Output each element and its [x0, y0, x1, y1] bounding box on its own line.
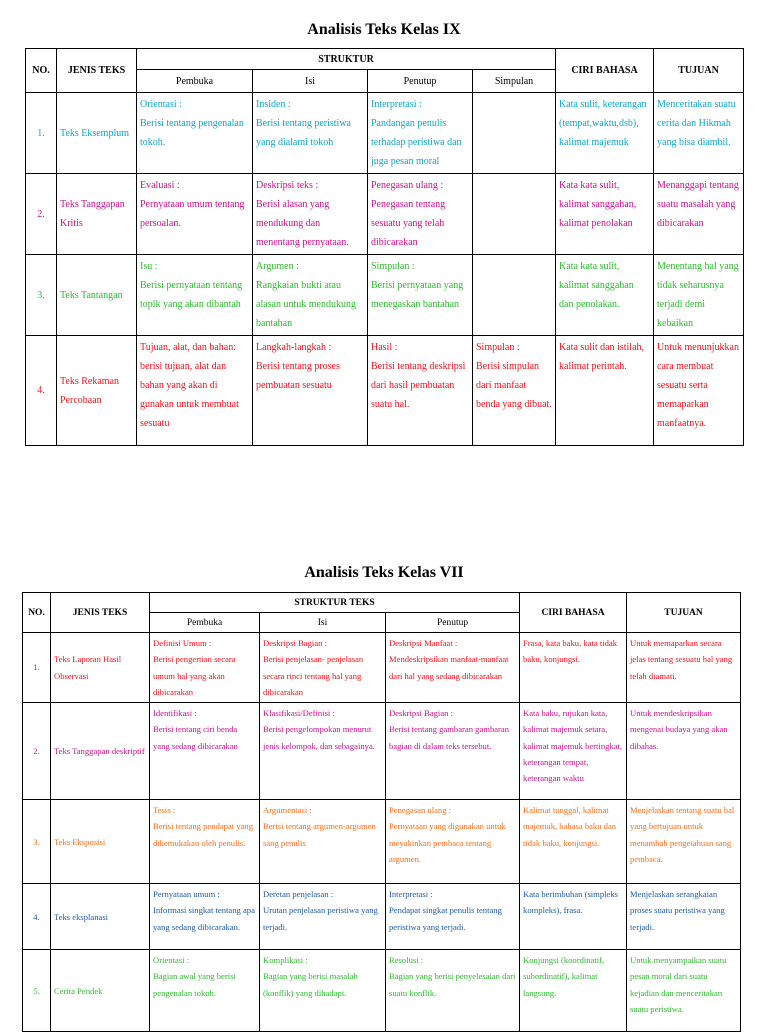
header-ciri-bahasa: CIRI BAHASA — [556, 49, 654, 93]
cell-text: Langkah-langkah : Berisi tentang proses pembuatan sesuatu — [256, 342, 340, 391]
cell-text: Teks Eksposisi — [54, 836, 106, 847]
table-row — [23, 800, 741, 884]
cell-jenis — [57, 255, 137, 336]
cell-pembuka — [150, 703, 260, 800]
cell-text: Teks Eksemplum — [60, 127, 130, 139]
table-kelas-ix — [25, 48, 744, 446]
cell-isi — [253, 336, 368, 446]
header-penutup: Penutup — [368, 70, 473, 93]
cell-penutup — [386, 950, 520, 1032]
cell-text: 5. — [33, 985, 40, 996]
cell-simpulan — [473, 174, 556, 255]
page-title-kelas-ix: Analisis Teks Kelas IX — [307, 21, 461, 38]
cell-text: Teks Rekaman Percobaan — [60, 375, 120, 406]
cell-penutup — [368, 336, 473, 446]
cell-pembuka — [150, 950, 260, 1032]
cell-text: Untuk memaparkan secara jelas tentang sesuatu hal yang telah diamati. — [630, 638, 733, 681]
cell-tujuan — [627, 800, 741, 884]
cell-text: Penegasan ulang : Penegasan tentang sesuatu yang telah dibicarakan — [371, 180, 446, 248]
cell-text: Insiden : Berisi tentang peristiwa yang dialami tokoh — [256, 99, 351, 148]
cell-isi — [253, 93, 368, 174]
cell-text: Interpretasi : Pendapat singkat penulis tentang peristiwa yang terjadi. — [389, 889, 502, 932]
cell-jenis — [51, 884, 150, 950]
cell-isi — [260, 800, 386, 884]
header-no: NO. — [26, 49, 57, 93]
cell-tujuan — [654, 336, 744, 446]
header-jenis-teks: JENIS TEKS — [57, 49, 137, 93]
cell-jenis — [57, 93, 137, 174]
cell-penutup — [368, 174, 473, 255]
cell-text: 4. — [33, 911, 40, 922]
cell-text: Orientasi : Bagian awal yang berisi pengenalan tokoh. — [153, 955, 236, 998]
cell-text: Klasifikasi/Definisi : Berisi pengelompokan menurut jenis kelompok, dan sebagainya. — [263, 708, 375, 751]
cell-simpulan — [473, 93, 556, 174]
cell-tujuan — [627, 703, 741, 800]
cell-text: Definisi Umum : Berisi pengertian secara umum hal yang akan dibicarakan — [153, 638, 236, 697]
table-row — [23, 703, 741, 800]
header-struktur-teks: STRUKTUR TEKS — [150, 593, 520, 613]
table-row — [26, 255, 744, 336]
cell-no — [23, 884, 51, 950]
cell-text: Interpretasi : Pandangan penulis terhadap peristiwa dan juga pesan moral — [371, 99, 462, 167]
cell-text: Resolusi : Bagian yang berisi penyelesaian dari suatu konflik. — [389, 955, 516, 998]
cell-text: Menanggapi tentang suatu masalah yang dibicarakan — [657, 180, 739, 229]
cell-ciri — [556, 174, 654, 255]
cell-isi — [253, 174, 368, 255]
cell-penutup — [386, 800, 520, 884]
cell-pembuka — [137, 255, 253, 336]
cell-text: Argumentasi : Berisi tentang argumen-argumen sang penulis — [263, 805, 376, 848]
cell-text: Menjelaskan tentang suatu hal yang bertujuan untuk menambah pengetahuan sang pembaca. — [630, 805, 735, 865]
cell-text: 2. — [37, 208, 45, 220]
cell-penutup — [386, 633, 520, 703]
cell-isi — [253, 255, 368, 336]
cell-text: Teks Tanggapan deskriptif — [54, 746, 145, 757]
cell-tujuan — [627, 633, 741, 703]
cell-pembuka — [137, 93, 253, 174]
header-jenis-teks: JENIS TEKS — [51, 593, 150, 633]
cell-text: Deskripsi Manfaat : Mendeskripsikan manfaat-manfaat dari hal yang sedang dibicarakan — [389, 638, 509, 681]
cell-text: Kata kata sulit, kalimat sanggahan, kalimat penolakan — [559, 180, 637, 229]
cell-no — [23, 703, 51, 800]
header-simpulan: Simpulan — [473, 70, 556, 93]
cell-text: Pernyataan umum : Informasi singkat tentang apa yang sedang dibicarakan. — [153, 889, 255, 932]
header-isi: Isi — [253, 70, 368, 93]
header-pembuka: Pembuka — [150, 613, 260, 633]
cell-text: 3. — [33, 836, 40, 847]
cell-simpulan — [473, 255, 556, 336]
cell-penutup — [386, 884, 520, 950]
cell-text: Menceritakan suatu cerita dan Hikmah yang bisa diambil. — [657, 99, 736, 148]
header-no: NO. — [23, 593, 51, 633]
cell-pembuka — [137, 174, 253, 255]
cell-text: Kata baku, rujukan kata, kalimat majemuk setara, kalimat majemuk bertingkat, keterangan tempat, keterangan waktu — [523, 708, 623, 784]
cell-penutup — [386, 703, 520, 800]
cell-text: Cerita Pendek — [54, 985, 103, 996]
table-kelas-vii — [22, 592, 741, 1032]
cell-text: Teks Tanggapan Kritis — [60, 199, 125, 229]
cell-no — [26, 93, 57, 174]
header-pembuka: Pembuka — [137, 70, 253, 93]
cell-ciri — [556, 336, 654, 446]
cell-jenis — [51, 633, 150, 703]
cell-ciri — [520, 703, 627, 800]
cell-text: Deretan penjelasan : Urutan penjelasan peristiwa yang terjadi. — [263, 889, 378, 932]
cell-text: Deskripsi Bagian : Berisi penjelasan- penjelasan secara rinci tentang hal yang dibicarakan — [263, 638, 364, 697]
cell-jenis — [51, 703, 150, 800]
cell-text: Identifikasi : Berisi tentang ciri benda yang sedang dibicarakan — [153, 708, 238, 751]
cell-jenis — [57, 174, 137, 255]
cell-text: Deskripsi Bagian : Berisi tentang gambaran gambaran bagian di dalam teks tersebut. — [389, 708, 510, 751]
cell-text: Argumen : Rangkaian bukti atau alasan untuk mendukung bantahan — [256, 261, 356, 329]
cell-text: Penegasan ulang : Pernyataan yang digunakan untuk meyakinkan pembaca tentang argumen. — [389, 805, 506, 865]
cell-penutup — [368, 255, 473, 336]
cell-text: Orientasi : Berisi tentang pengenalan tokoh. — [140, 99, 244, 148]
cell-text: 4. — [37, 385, 45, 396]
cell-text: 1. — [33, 662, 40, 673]
cell-text: Evaluasi : Pernyataan umum tentang persoalan. — [140, 180, 245, 229]
cell-jenis — [51, 950, 150, 1032]
cell-text: Tesis : Berisi tentang pendapat yang dikemukakan oleh penulis. — [153, 805, 253, 848]
cell-ciri — [556, 93, 654, 174]
cell-text: 3. — [37, 289, 45, 301]
cell-no — [26, 336, 57, 446]
table-row — [26, 93, 744, 174]
cell-pembuka — [137, 336, 253, 446]
header-ciri-bahasa: CIRI BAHASA — [520, 593, 627, 633]
header-tujuan: TUJUAN — [654, 49, 744, 93]
cell-text: Deskripsi teks : Berisi alasan yang mendukung dan menentang pernyataan. — [256, 180, 349, 248]
cell-text: Teks Tantangan — [60, 289, 123, 301]
cell-tujuan — [654, 255, 744, 336]
cell-text: Kata sulit, keterangan (tempat,waktu,dsb), kalimat majemuk — [559, 99, 647, 148]
cell-text: 2. — [33, 746, 40, 757]
cell-simpulan — [473, 336, 556, 446]
cell-text: Tujuan, alat, dan bahan: berisi tujuan, alat dan bahan yang akan di gunakan untuk membuat sesuatu — [140, 342, 239, 429]
cell-text: Frasa, kata baku, kata tidak baku, konjungsi. — [523, 638, 618, 665]
cell-text: Menentang hal yang tidak seharusnya terjadi demi kebaikan — [657, 261, 739, 329]
cell-text: Kata sulit dan istilah, kalimat perintah. — [559, 342, 645, 372]
cell-text: Komplikasi : Bagian yang berisi masalah (konflik) yang dihadapi. — [263, 955, 358, 998]
cell-text: Kalimat tunggal, kalimat majemuk, bahasa baku dan tidak baku, konjungsi. — [523, 805, 617, 848]
cell-tujuan — [654, 174, 744, 255]
cell-text: Teks Laporan Hasil Observasi — [54, 654, 122, 681]
cell-pembuka — [150, 884, 260, 950]
cell-pembuka — [150, 800, 260, 884]
cell-text: Teks eksplanasi — [54, 911, 109, 922]
cell-penutup — [368, 93, 473, 174]
cell-ciri — [556, 255, 654, 336]
page-title-kelas-vii: Analisis Teks Kelas VII — [304, 564, 464, 581]
cell-no — [23, 633, 51, 703]
cell-text: Kata kata sulit, kalimat sanggahan dan penolakan. — [559, 261, 634, 310]
cell-no — [26, 174, 57, 255]
cell-no — [23, 800, 51, 884]
table-row — [26, 174, 744, 255]
header-struktur: STRUKTUR — [137, 49, 556, 70]
cell-text: Simpulan : Berisi pernyataan yang menegaskan bantahan — [371, 261, 464, 310]
cell-text: Kata berimbuhan (simpleks kompleks), frasa. — [523, 889, 619, 916]
cell-ciri — [520, 950, 627, 1032]
cell-tujuan — [627, 884, 741, 950]
table-row — [23, 950, 741, 1032]
cell-text: Untuk mendeskripsikan mengenai budaya yang akan dibahas. — [630, 708, 728, 751]
cell-text: Menjelaskan serangkaian proses suatu peristiwa yang terjadi. — [630, 889, 725, 932]
cell-text: Untuk menunjukkan cara membuat sesuatu serta memaparkan manfaatnya. — [657, 342, 739, 429]
cell-jenis — [51, 800, 150, 884]
table-row — [23, 884, 741, 950]
cell-isi — [260, 633, 386, 703]
cell-isi — [260, 950, 386, 1032]
header-penutup: Penutup — [386, 613, 520, 633]
cell-ciri — [520, 633, 627, 703]
cell-text: Konjungsi (koordinatif, subordinatif), kalimat langsung. — [523, 955, 605, 998]
cell-text: Simpulan : Berisi simpulan dari manfaat benda yang dibuat. — [476, 342, 552, 410]
cell-jenis — [57, 336, 137, 446]
header-tujuan: TUJUAN — [627, 593, 741, 633]
table-row — [23, 633, 741, 703]
cell-isi — [260, 884, 386, 950]
cell-ciri — [520, 884, 627, 950]
cell-no — [23, 950, 51, 1032]
cell-tujuan — [654, 93, 744, 174]
cell-pembuka — [150, 633, 260, 703]
cell-no — [26, 255, 57, 336]
cell-isi — [260, 703, 386, 800]
cell-ciri — [520, 800, 627, 884]
cell-text: 1. — [37, 127, 45, 139]
cell-text: Isu : Berisi pernyataan tentang topik yang akan dibantah — [140, 261, 243, 310]
cell-tujuan — [627, 950, 741, 1032]
cell-text: Untuk menyampaikan suatu pesan moral dari suatu kejadian dan menceritakan suatu peristiwa. — [630, 955, 727, 1015]
header-isi: Isi — [260, 613, 386, 633]
cell-text: Hasil : Berisi tentang deskripsi dari hasil pembuatan suatu hal. — [371, 342, 466, 410]
table-row — [26, 336, 744, 446]
